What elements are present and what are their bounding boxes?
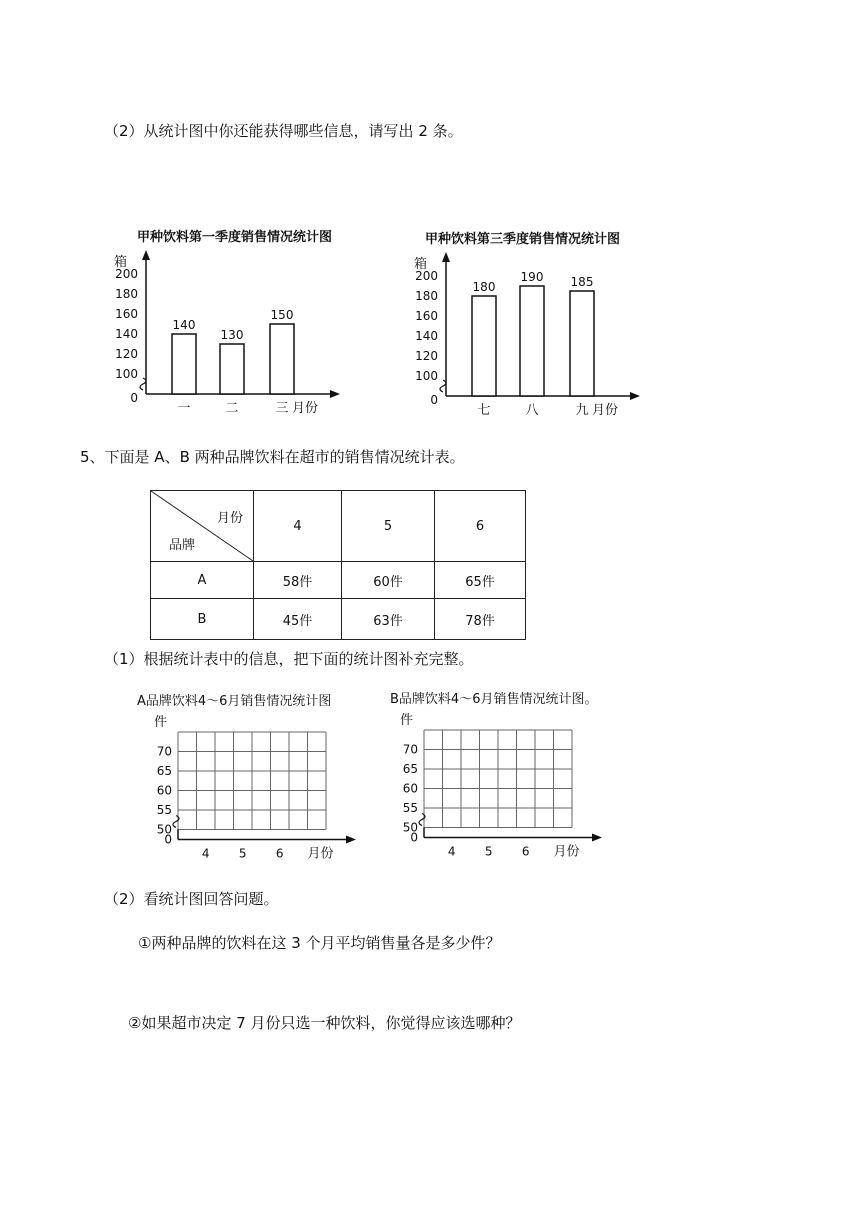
x-tick-label: 5 [238, 846, 247, 861]
y-tick-label: 100 [415, 369, 438, 383]
subquestion-1-text: （1）根据统计表中的信息，把下面的统计图补充完整。 [104, 650, 474, 668]
y-unit-label: 件 [400, 713, 414, 728]
table-cell: 78件 [435, 599, 526, 640]
y-tick-label: 200 [415, 269, 438, 283]
y-tick-label: 55 [402, 801, 418, 815]
x-tick-label: 三 [275, 401, 289, 416]
x-axis-arrow [346, 836, 356, 844]
x-tick-label: 二 [225, 401, 239, 416]
x-tick-label: 八 [525, 403, 539, 418]
grid-chart-b [396, 710, 636, 860]
x-tick-label: 九 [575, 403, 589, 418]
question-a-text: ①两种品牌的饮料在这 3 个月平均销售量各是多少件？ [138, 934, 501, 952]
question-b-text: ②如果超市决定 7 月份只选一种饮料，你觉得应该选哪种？ [128, 1014, 521, 1032]
subquestion-2-text: （2）看统计图回答问题。 [104, 890, 279, 908]
y-unit-label: 件 [154, 715, 168, 730]
y-tick-label: 120 [115, 347, 138, 361]
y-tick-label: 0 [430, 393, 438, 407]
y-unit-label: 箱 [114, 255, 128, 270]
bar [520, 286, 544, 396]
x-unit-label: 月份 [553, 844, 580, 860]
bar-value-label: 180 [472, 280, 496, 294]
question-2-text: （2）从统计图中你还能获得哪些信息，请写出 2 条。 [104, 122, 463, 140]
x-tick-label: 一 [177, 401, 191, 416]
chart-2-title: 甲种饮料第三季度销售情况统计图 [425, 232, 621, 247]
table-cell: A [151, 562, 254, 599]
y-tick-label: 180 [415, 289, 438, 303]
bar-value-label: 140 [172, 318, 196, 332]
table-header-cell: 4 [254, 491, 342, 562]
bar-value-label: 185 [570, 275, 594, 289]
y-tick-label: 100 [115, 367, 138, 381]
corner-month-label: 月份 [216, 511, 243, 526]
x-unit-label: 月份 [592, 403, 619, 418]
x-unit-label: 月份 [307, 846, 334, 862]
table-header-cell: 6 [435, 491, 526, 562]
x-tick-label: 6 [521, 844, 530, 859]
y-tick-label: 55 [156, 803, 172, 817]
bar [270, 324, 294, 394]
bar-value-label: 150 [270, 308, 294, 322]
table-cell: 60件 [342, 562, 435, 599]
table-row [151, 562, 526, 599]
y-tick-label: 0 [164, 832, 172, 847]
y-tick-label: 140 [415, 329, 438, 343]
x-tick-label: 4 [447, 844, 456, 859]
grid-chart-b-title: B品牌饮料4～6月销售情况统计图。 [390, 692, 598, 707]
y-tick-label: 0 [410, 830, 418, 845]
y-tick-label: 60 [156, 783, 172, 798]
y-tick-label: 200 [115, 267, 138, 281]
y-tick-label: 70 [402, 742, 418, 757]
table-corner-cell [151, 491, 254, 562]
x-tick-label: 6 [275, 846, 284, 861]
bar-value-label: 130 [220, 328, 244, 342]
table-row [151, 599, 526, 640]
x-tick-label: 5 [484, 844, 493, 859]
corner-brand-label: 品牌 [169, 538, 196, 553]
x-tick-label: 4 [201, 846, 210, 861]
table-cell: 63件 [342, 599, 435, 640]
y-tick-label: 65 [156, 764, 172, 778]
bar [570, 291, 594, 396]
axis-break-mark [140, 378, 146, 390]
axis-break-mark [440, 380, 446, 392]
table-cell: 58件 [254, 562, 342, 599]
table-header-cell: 5 [342, 491, 435, 562]
y-tick-label: 50 [402, 820, 418, 835]
y-tick-label: 70 [156, 744, 172, 759]
x-unit-label: 月份 [292, 401, 319, 416]
x-axis-arrow [630, 392, 640, 400]
y-axis-arrow [442, 252, 450, 262]
y-tick-label: 180 [115, 287, 138, 301]
grid-chart-a-title: A品牌饮料4～6月销售情况统计图 [137, 694, 332, 709]
table-cell: 65件 [435, 562, 526, 599]
bar [220, 344, 244, 394]
bar [172, 334, 196, 394]
y-tick-label: 0 [130, 391, 138, 405]
y-tick-label: 160 [415, 309, 438, 323]
y-axis-arrow [142, 250, 150, 260]
bar [472, 296, 496, 396]
table-cell: 45件 [254, 599, 342, 640]
y-tick-label: 65 [402, 762, 418, 776]
sales-table [150, 490, 526, 640]
y-tick-label: 50 [156, 822, 172, 837]
table-cell: B [151, 599, 254, 640]
x-axis-arrow [592, 834, 602, 842]
y-tick-label: 140 [115, 327, 138, 341]
question-5-text: 5、下面是 A、B 两种品牌饮料在超市的销售情况统计表。 [80, 448, 465, 466]
bar-chart-q3 [400, 246, 780, 436]
x-tick-label: 七 [477, 403, 491, 418]
grid-chart-a [150, 712, 390, 862]
y-tick-label: 160 [115, 307, 138, 321]
chart-1-title: 甲种饮料第一季度销售情况统计图 [137, 230, 333, 245]
y-tick-label: 60 [402, 781, 418, 796]
bar-value-label: 190 [520, 270, 544, 284]
y-tick-label: 120 [415, 349, 438, 363]
y-unit-label: 箱 [414, 257, 428, 272]
x-axis-arrow [330, 390, 340, 398]
